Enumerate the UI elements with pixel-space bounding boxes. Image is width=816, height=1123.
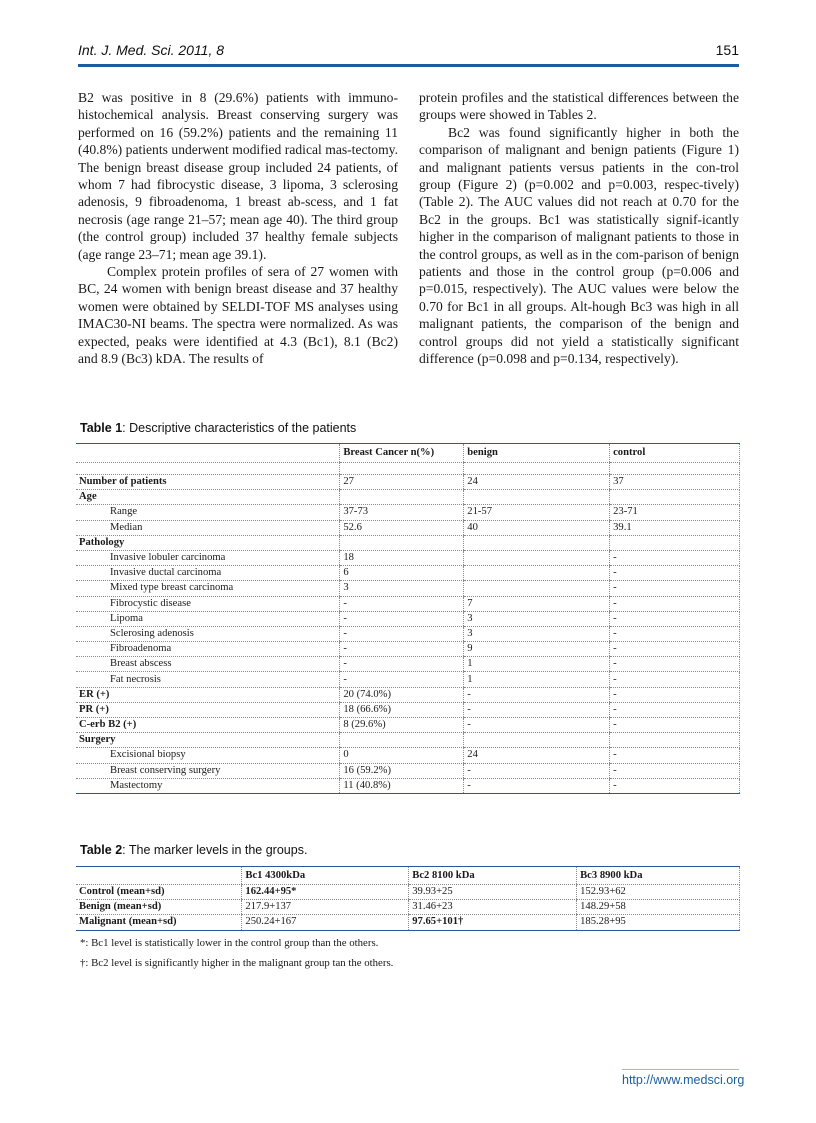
value-cell: -	[610, 672, 740, 687]
table-row	[76, 687, 740, 702]
table-spacer-row	[76, 463, 740, 475]
row-label-cell: Breast abscess	[76, 657, 340, 672]
value-cell: 39.93+25	[409, 885, 577, 900]
row-label-cell: ER (+)	[76, 687, 340, 702]
table-row	[76, 657, 740, 672]
spacer-cell	[76, 463, 340, 475]
table-row	[76, 490, 740, 505]
spacer-cell	[464, 463, 610, 475]
table-row	[76, 900, 740, 915]
value-cell: 23-71	[610, 505, 740, 520]
row-label-cell: Invasive ductal carcinoma	[76, 566, 340, 581]
right-column	[419, 89, 739, 368]
table-row	[76, 778, 740, 793]
row-label-cell: Range	[76, 505, 340, 520]
value-cell	[340, 733, 464, 748]
footer-url-link[interactable]: http://www.medsci.org	[622, 1073, 745, 1087]
row-label-cell	[76, 867, 242, 885]
page-number: 151	[715, 42, 739, 58]
value-cell: Bc1 4300kDa	[242, 867, 409, 885]
value-cell: 11 (40.8%)	[340, 778, 464, 793]
table-row	[76, 915, 740, 930]
patient-characteristics-table	[76, 443, 740, 794]
row-label-cell: Control (mean+sd)	[76, 885, 242, 900]
value-cell: -	[610, 702, 740, 717]
value-cell: 21-57	[464, 505, 610, 520]
running-header	[78, 42, 739, 64]
value-cell: Bc2 8100 kDa	[409, 867, 577, 885]
table-row	[76, 520, 740, 535]
value-cell: 3	[340, 581, 464, 596]
value-cell: -	[610, 718, 740, 733]
value-cell: 24	[464, 748, 610, 763]
table-row	[76, 885, 740, 900]
value-cell: 24	[464, 475, 610, 490]
value-cell: -	[464, 687, 610, 702]
value-cell: 97.65+101†	[409, 915, 577, 930]
row-label-cell: Invasive lobuler carcinoma	[76, 550, 340, 565]
row-label-cell: Malignant (mean+sd)	[76, 915, 242, 930]
row-label-cell: Mixed type breast carcinoma	[76, 581, 340, 596]
value-cell: 9	[464, 642, 610, 657]
value-cell: -	[340, 642, 464, 657]
value-cell	[610, 733, 740, 748]
value-cell: -	[610, 657, 740, 672]
value-cell: -	[610, 642, 740, 657]
value-cell: -	[610, 626, 740, 641]
value-cell	[464, 490, 610, 505]
value-cell: 39.1	[610, 520, 740, 535]
value-cell: -	[610, 687, 740, 702]
value-cell	[464, 581, 610, 596]
row-label-cell: Breast conserving surgery	[76, 763, 340, 778]
table1-label: Table 1	[80, 421, 123, 435]
body-paragraph: Bc2 was found significantly higher in both the comparison of malignant and benign patients (Figure 1) and malignant patients versus patients in the con-trol group (Figure 2) (p=0.002 and p=0.003, respec-tively) (Table 2). The AUC values did not reach at 0.70 for the Bc2 in the groups. Bc1 was statistically signif-icantly higher in the comparison of malignant patients to those in the control groups, as well as in the com-parison of benign patients and those in the control group (p=0.006 and p=0.015, respectively). The AUC values were below the 0.70 for Bc1 in all groups. Alt-hough Bc3 was high in all malignant patients, the comparison of the benign and control groups did not yield a statistically significant difference (p=0.098 and p=0.134, respectively).	[419, 124, 739, 367]
value-cell	[610, 535, 740, 550]
value-cell: Breast Cancer n(%)	[340, 444, 464, 463]
value-cell: benign	[464, 444, 610, 463]
row-label-cell: Lipoma	[76, 611, 340, 626]
table-row	[76, 748, 740, 763]
value-cell: 3	[464, 626, 610, 641]
value-cell	[340, 490, 464, 505]
row-label-cell: Mastectomy	[76, 778, 340, 793]
row-label-cell: Sclerosing adenosis	[76, 626, 340, 641]
value-cell: 148.29+58	[577, 900, 740, 915]
spacer-cell	[340, 463, 464, 475]
value-cell: -	[464, 718, 610, 733]
journal-citation: Int. J. Med. Sci. 2011, 8	[78, 42, 225, 58]
value-cell: -	[610, 611, 740, 626]
value-cell	[610, 490, 740, 505]
value-cell: 18	[340, 550, 464, 565]
value-cell: -	[340, 657, 464, 672]
value-cell: 16 (59.2%)	[340, 763, 464, 778]
table-header-row	[76, 444, 740, 463]
value-cell: -	[340, 672, 464, 687]
footer-rule	[622, 1069, 739, 1070]
table-row	[76, 581, 740, 596]
row-label-cell: Fibrocystic disease	[76, 596, 340, 611]
table-row	[76, 475, 740, 490]
header-rule	[78, 64, 739, 67]
row-label-cell: C-erb B2 (+)	[76, 718, 340, 733]
row-label-cell: Excisional biopsy	[76, 748, 340, 763]
value-cell: 37	[610, 475, 740, 490]
value-cell: -	[610, 763, 740, 778]
table2-caption	[80, 843, 307, 857]
value-cell	[464, 535, 610, 550]
body-paragraph: protein profiles and the statistical differences between the groups were showed in Tables 2.	[419, 90, 739, 123]
row-label-cell: Pathology	[76, 535, 340, 550]
body-paragraph: Complex protein profiles of sera of 27 women with BC, 24 women with benign breast disease and 37 healthy women were obtained by SELDI-TOF MS analyses using IMAC30-NI beams. The spectra were normalized. As was expected, peaks were identified at 4.3 (Bc1), 8.1 (Bc2) and 8.9 (Bc3) kDA. The results of	[78, 264, 398, 367]
table-row	[76, 733, 740, 748]
value-cell: 8 (29.6%)	[340, 718, 464, 733]
table2-note: †: Bc2 level is significantly higher in the malignant group tan the others.	[80, 957, 394, 969]
value-cell: control	[610, 444, 740, 463]
value-cell: -	[464, 778, 610, 793]
value-cell: -	[610, 778, 740, 793]
value-cell: 0	[340, 748, 464, 763]
table-row	[76, 611, 740, 626]
table-row	[76, 566, 740, 581]
body-paragraph: B2 was positive in 8 (29.6%) patients with immuno-histochemical analysis. Breast conserving surgery was performed on 16 (59.2%) patients and the remaining 11 (40.8%) patients underwent modified radical mas-tectomy. The benign breast disease group included 24 patients, of whom 7 had fibrocystic disease, 3 lipoma, 3 sclerosing adenosis, 9 fibroadenoma, 1 breast ab-scess, and 1 fat necrosis (age range 21–57; mean age 40). The third group (the control group) included 37 healthy female subjects (age range 23–71; mean age 39.1).	[78, 90, 398, 262]
table-row	[76, 642, 740, 657]
value-cell: 7	[464, 596, 610, 611]
value-cell: 40	[464, 520, 610, 535]
value-cell: -	[610, 748, 740, 763]
value-cell: 20 (74.0%)	[340, 687, 464, 702]
left-column	[78, 89, 398, 368]
value-cell: -	[610, 581, 740, 596]
table-row	[76, 626, 740, 641]
value-cell: 1	[464, 657, 610, 672]
value-cell: -	[610, 550, 740, 565]
table-row	[76, 596, 740, 611]
row-label-cell: Surgery	[76, 733, 340, 748]
table-row	[76, 763, 740, 778]
value-cell: -	[340, 611, 464, 626]
table-row	[76, 702, 740, 717]
table1-caption-text: : Descriptive characteristics of the patients	[122, 421, 357, 435]
value-cell: -	[464, 763, 610, 778]
row-label-cell: Fibroadenoma	[76, 642, 340, 657]
row-label-cell: PR (+)	[76, 702, 340, 717]
row-label-cell: Benign (mean+sd)	[76, 900, 242, 915]
value-cell: -	[610, 596, 740, 611]
value-cell: 250.24+167	[242, 915, 409, 930]
table-row	[76, 672, 740, 687]
value-cell: 162.44+95*	[242, 885, 409, 900]
value-cell: 152.93+62	[577, 885, 740, 900]
row-label-cell: Number of patients	[76, 475, 340, 490]
value-cell: 27	[340, 475, 464, 490]
row-label-cell: Fat necrosis	[76, 672, 340, 687]
table2-note: *: Bc1 level is statistically lower in the control group than the others.	[80, 937, 379, 949]
table2-label: Table 2	[80, 843, 123, 857]
value-cell	[464, 733, 610, 748]
value-cell	[464, 566, 610, 581]
value-cell: 217.9+137	[242, 900, 409, 915]
value-cell: 3	[464, 611, 610, 626]
value-cell: 31.46+23	[409, 900, 577, 915]
row-label-cell: Age	[76, 490, 340, 505]
value-cell: 185.28+95	[577, 915, 740, 930]
table1-caption	[80, 421, 356, 435]
value-cell: -	[340, 596, 464, 611]
value-cell: Bc3 8900 kDa	[577, 867, 740, 885]
spacer-cell	[610, 463, 740, 475]
table-header-row	[76, 867, 740, 885]
value-cell: 52.6	[340, 520, 464, 535]
table-row	[76, 535, 740, 550]
value-cell	[464, 550, 610, 565]
value-cell: 1	[464, 672, 610, 687]
value-cell: -	[464, 702, 610, 717]
value-cell: 37-73	[340, 505, 464, 520]
value-cell: 6	[340, 566, 464, 581]
table2-caption-text: : The marker levels in the groups.	[122, 843, 308, 857]
value-cell: -	[340, 626, 464, 641]
table-row	[76, 505, 740, 520]
value-cell: -	[610, 566, 740, 581]
row-label-cell	[76, 444, 340, 463]
row-label-cell: Median	[76, 520, 340, 535]
table-row	[76, 718, 740, 733]
table-row	[76, 550, 740, 565]
marker-levels-table	[76, 866, 740, 931]
value-cell	[340, 535, 464, 550]
value-cell: 18 (66.6%)	[340, 702, 464, 717]
